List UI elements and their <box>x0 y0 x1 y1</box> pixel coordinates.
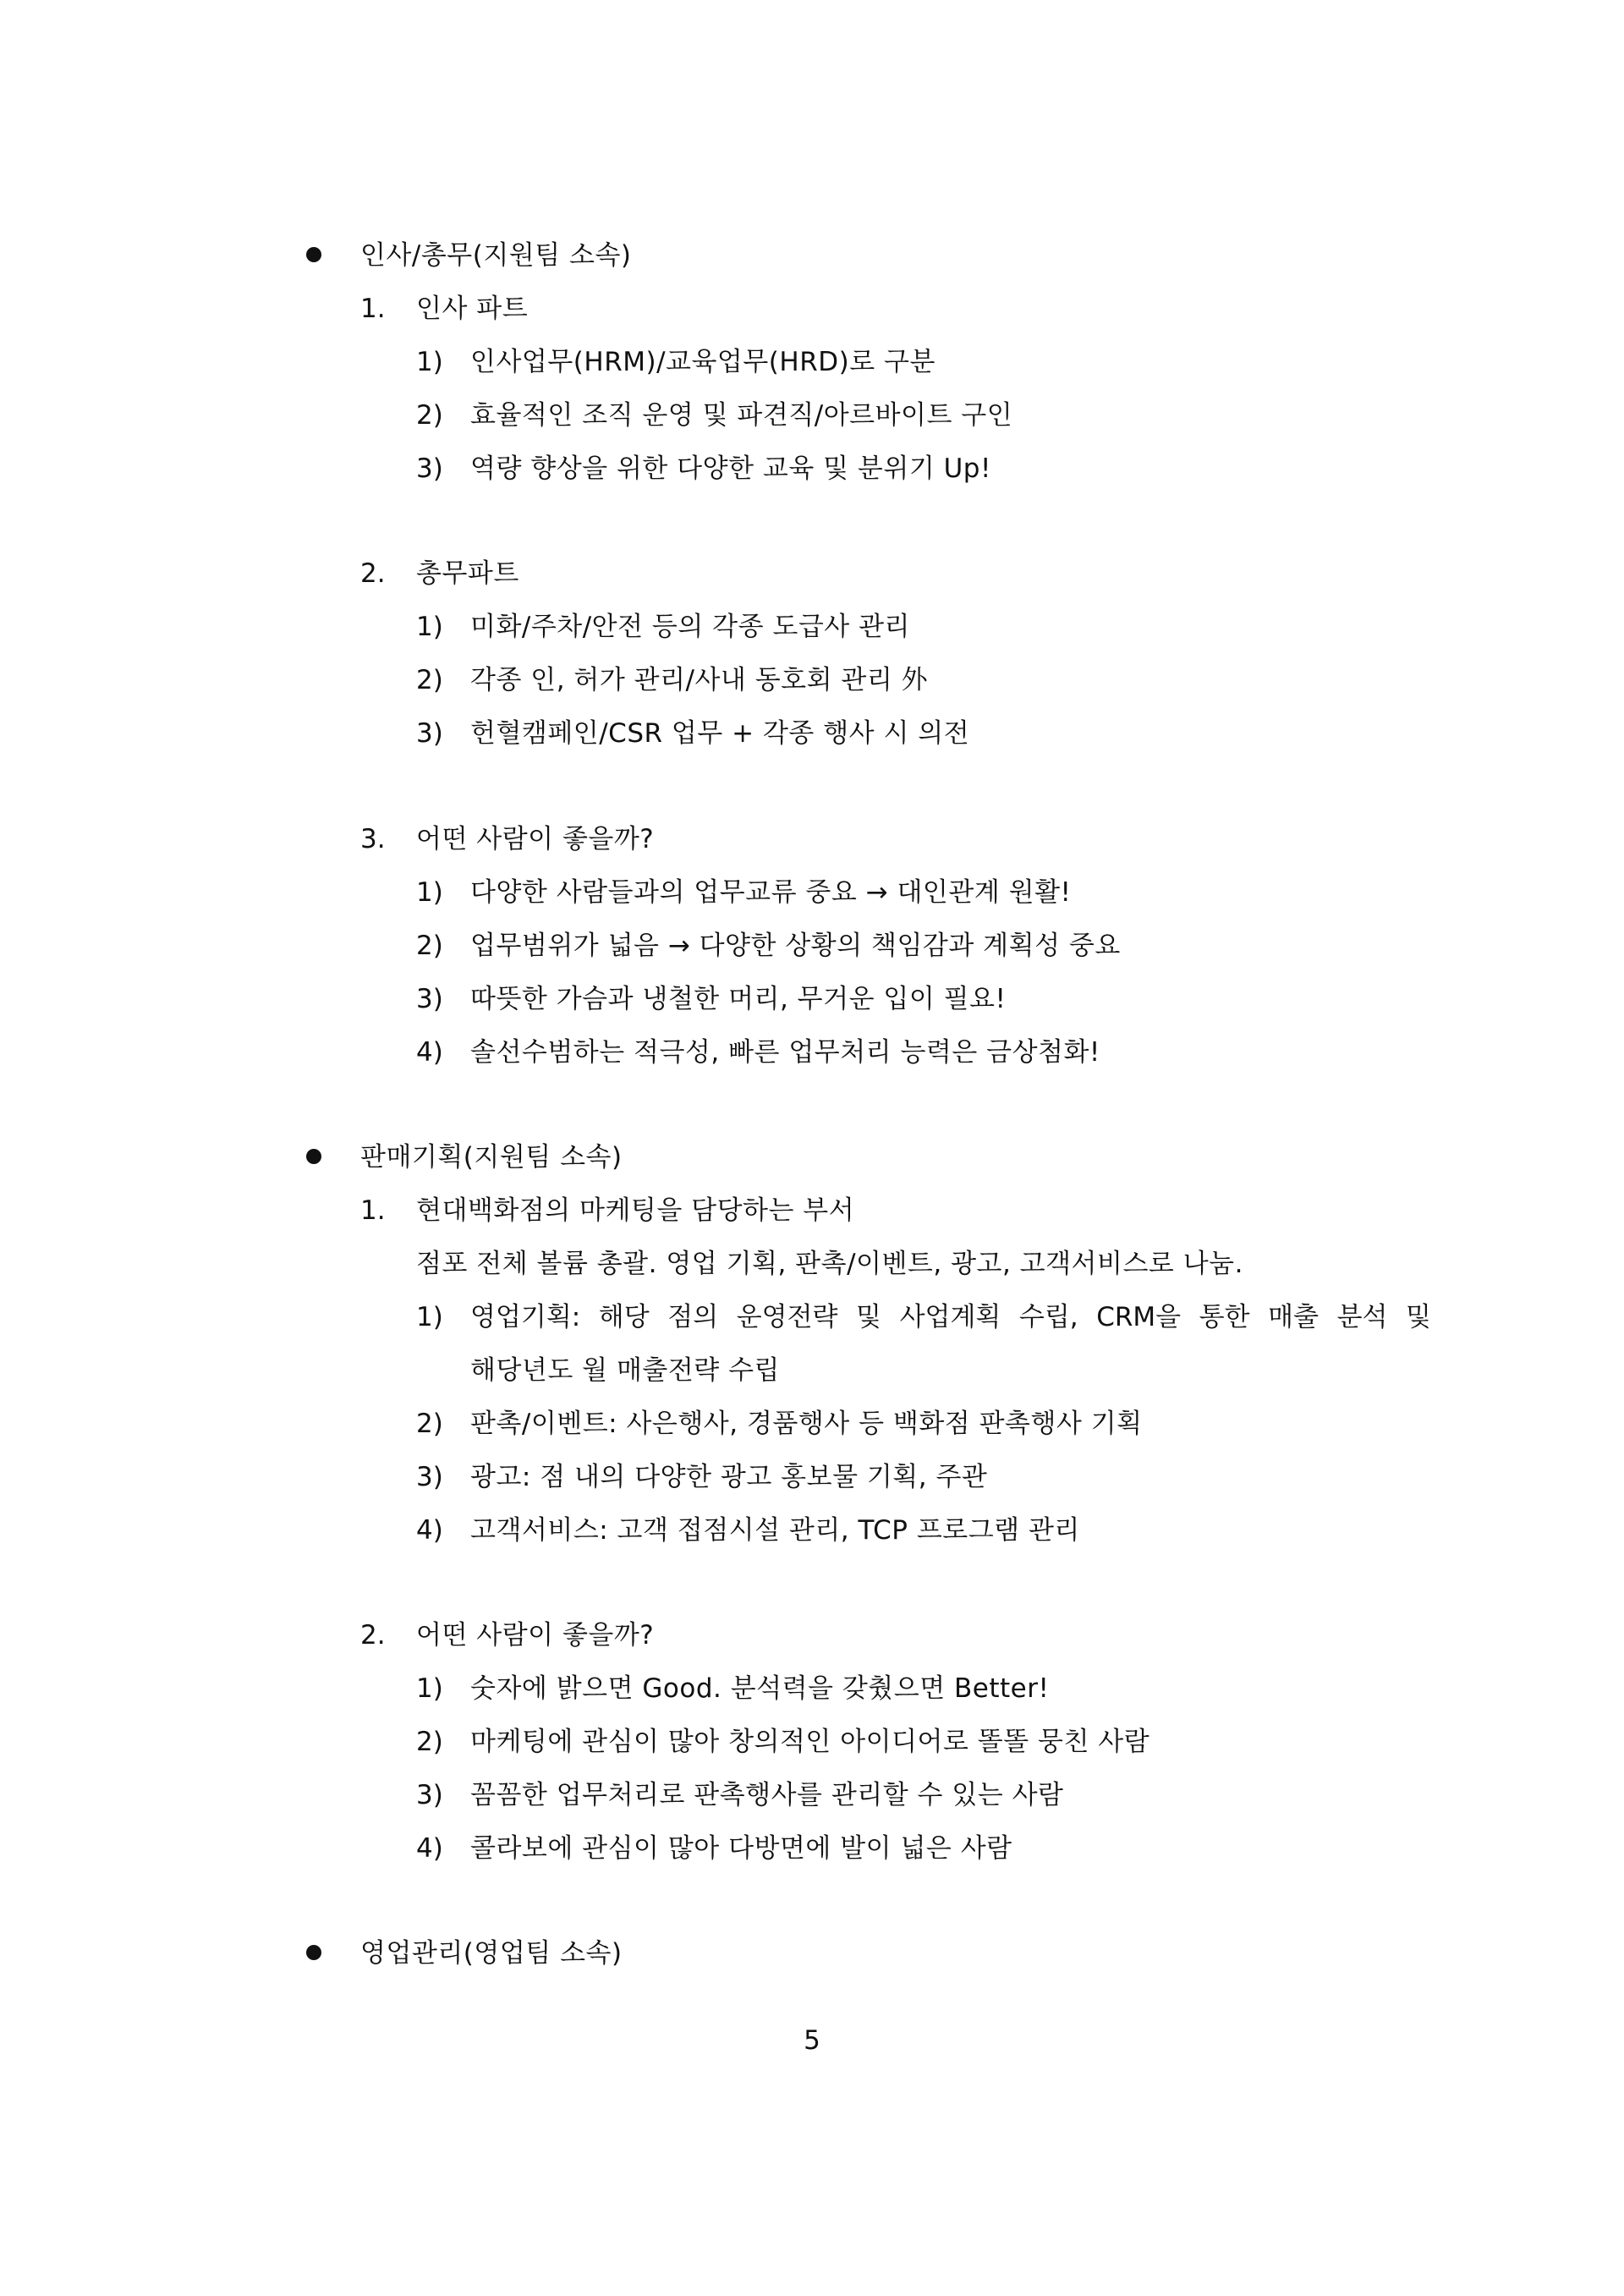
list-item: 각종 인, 허가 관리/사내 동호회 관리 外 <box>470 665 929 695</box>
list-item: 따뜻한 가슴과 냉철한 머리, 무거운 입이 필요! <box>470 984 1007 1014</box>
group-number: 2. <box>360 1620 386 1651</box>
list-item: 업무범위가 넓음 → 다양한 상황의 책임감과 계획성 중요 <box>470 931 1121 961</box>
item-number: 2) <box>416 931 443 961</box>
group-number: 1. <box>360 1195 386 1226</box>
list-item: 숫자에 밝으면 Good. 분석력을 갖췄으면 Better! <box>470 1673 1050 1704</box>
list-item: 인사업무(HRM)/교육업무(HRD)로 구분 <box>470 347 935 377</box>
group-number: 3. <box>360 824 386 854</box>
item-number: 1) <box>416 347 443 377</box>
item-number: 3) <box>416 718 443 749</box>
list-item: 영업기획: 해당 점의 운영전략 및 사업계획 수립, CRM을 통한 매출 분석 및 <box>470 1302 1431 1332</box>
bullet-icon <box>306 247 321 262</box>
group-title: 현대백화점의 마케팅을 담당하는 부서 <box>416 1195 855 1226</box>
group-title: 인사 파트 <box>416 294 529 324</box>
item-number: 1) <box>416 612 443 642</box>
list-item: 고객서비스: 고객 접점시설 관리, TCP 프로그램 관리 <box>470 1515 1080 1546</box>
group-title: 어떤 사람이 좋을까? <box>416 1620 655 1651</box>
item-number: 3) <box>416 984 443 1014</box>
item-number: 3) <box>416 453 443 484</box>
group-subtitle: 점포 전체 볼륨 총괄. 영업 기획, 판촉/이벤트, 광고, 고객서비스로 나눔. <box>416 1249 1243 1279</box>
item-number: 4) <box>416 1833 443 1864</box>
item-number: 1) <box>416 1673 443 1704</box>
item-number: 4) <box>416 1515 443 1546</box>
list-item: 미화/주차/안전 등의 각종 도급사 관리 <box>470 612 910 642</box>
section-heading: 판매기획(지원팀 소속) <box>360 1142 623 1173</box>
section-heading: 인사/총무(지원팀 소속) <box>360 240 632 271</box>
item-number: 3) <box>416 1780 443 1810</box>
list-item: 솔선수범하는 적극성, 빠른 업무처리 능력은 금상첨화! <box>470 1037 1100 1068</box>
list-item: 마케팅에 관심이 많아 창의적인 아이디어로 똘똘 뭉친 사람 <box>470 1727 1150 1757</box>
item-number: 2) <box>416 400 443 431</box>
item-number: 4) <box>416 1037 443 1068</box>
item-number: 2) <box>416 1727 443 1757</box>
bullet-icon <box>306 1149 321 1164</box>
list-item: 판촉/이벤트: 사은행사, 경품행사 등 백화점 판촉행사 기획 <box>470 1409 1143 1439</box>
page-number: 5 <box>804 2025 820 2056</box>
list-item: 콜라보에 관심이 많아 다방면에 발이 넓은 사람 <box>470 1833 1012 1864</box>
list-item: 헌혈캠페인/CSR 업무 + 각종 행사 시 의전 <box>470 718 970 749</box>
list-item: 광고: 점 내의 다양한 광고 홍보물 기획, 주관 <box>470 1462 988 1492</box>
item-number: 1) <box>416 877 443 908</box>
item-number: 3) <box>416 1462 443 1492</box>
list-item: 역량 향상을 위한 다양한 교육 및 분위기 Up! <box>470 453 991 484</box>
list-item-continuation: 해당년도 월 매출전략 수립 <box>470 1355 780 1386</box>
item-number: 1) <box>416 1302 443 1332</box>
group-number: 1. <box>360 294 386 324</box>
group-title: 총무파트 <box>416 558 519 589</box>
section-heading: 영업관리(영업팀 소속) <box>360 1938 623 1969</box>
list-item: 다양한 사람들과의 업무교류 중요 → 대인관계 원활! <box>470 877 1072 908</box>
item-number: 2) <box>416 665 443 695</box>
list-item: 꼼꼼한 업무처리로 판촉행사를 관리할 수 있는 사람 <box>470 1780 1064 1810</box>
group-title: 어떤 사람이 좋을까? <box>416 824 655 854</box>
item-number: 2) <box>416 1409 443 1439</box>
group-number: 2. <box>360 558 386 589</box>
bullet-icon <box>306 1945 321 1960</box>
list-item: 효율적인 조직 운영 및 파견직/아르바이트 구인 <box>470 400 1013 431</box>
